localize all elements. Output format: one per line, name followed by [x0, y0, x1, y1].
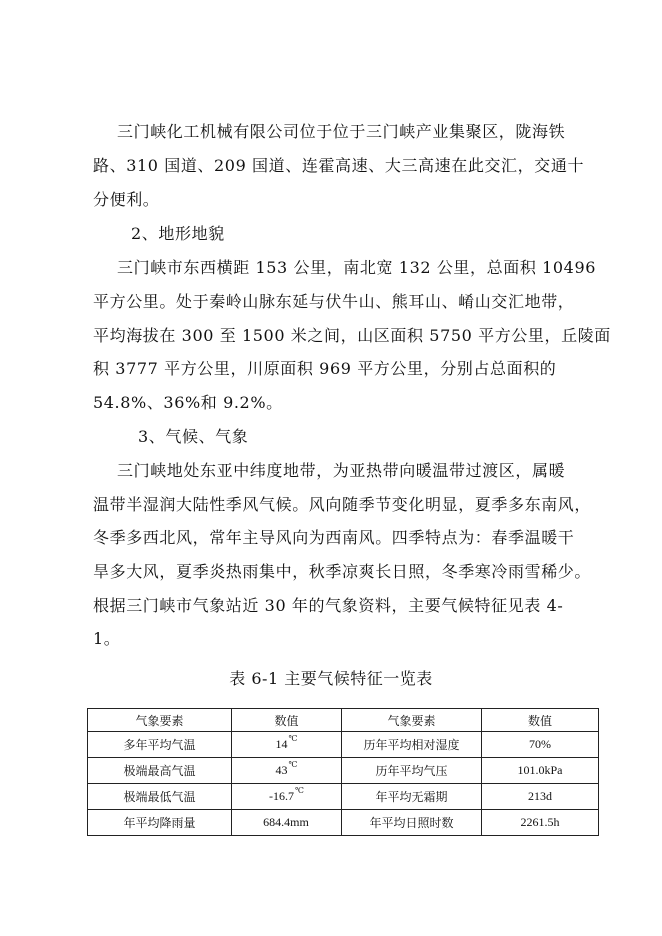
paragraph-climate-line-4: 旱多大风，夏季炎热雨集中，秋季凉爽长日照，冬季寒冷雨雪稀少。: [93, 562, 592, 581]
element-name: 年平均日照时数: [342, 810, 482, 836]
climate-table: [87, 708, 599, 836]
unit-superscript: ℃: [288, 760, 298, 769]
element-value: 101.0kPa: [482, 758, 599, 784]
header-value-2: 数值: [482, 709, 599, 732]
element-value: 2261.5h: [482, 810, 599, 836]
value-number: 43: [275, 763, 288, 777]
paragraph-transport-line-2: 路、310 国道、209 国道、连霍高速、大三高速在此交汇，交通十: [93, 156, 585, 175]
header-value-1: 数值: [232, 709, 342, 732]
paragraph-transport-line-3: 分便利。: [93, 190, 160, 209]
paragraph-terrain-line-2: 平方公里。处于秦岭山脉东延与伏牛山、熊耳山、崤山交汇地带，: [93, 292, 575, 311]
element-value: [232, 732, 342, 758]
paragraph-climate-line-3: 冬季多西北风，常年主导风向为西南风。四季特点为：春季温暖干: [93, 528, 575, 547]
paragraph-terrain-line-4: 积 3777 平方公里，川原面积 969 平方公里，分别占总面积的: [93, 359, 557, 378]
paragraph-climate-line-6: 1。: [93, 629, 121, 648]
section-heading-climate: 3、气候、气象: [138, 427, 249, 446]
header-element-2: 气象要素: [342, 709, 482, 732]
table-caption: 表 6-1 主要气候特征一览表: [229, 669, 433, 688]
element-name: 历年平均相对湿度: [342, 732, 482, 758]
element-value: [232, 810, 342, 836]
element-name: 极端最低气温: [88, 784, 232, 810]
element-value: [232, 758, 342, 784]
value-number: -16.7: [269, 789, 295, 803]
element-value: 213d: [482, 784, 599, 810]
table-row: [88, 758, 599, 784]
header-element-1: 气象要素: [88, 709, 232, 732]
value-number: 14: [275, 737, 288, 751]
value-number: 684.4mm: [263, 815, 309, 829]
element-value: [232, 784, 342, 810]
table-header-row: [88, 709, 599, 732]
table-row: [88, 810, 599, 836]
paragraph-transport-line-1: 三门峡化工机械有限公司位于位于三门峡产业集聚区，陇海铁: [117, 122, 566, 141]
section-heading-terrain: 2、地形地貌: [131, 224, 225, 243]
paragraph-terrain-line-1: 三门峡市东西横距 153 公里，南北宽 132 公里，总面积 10496: [117, 258, 597, 277]
element-name: 年平均无霜期: [342, 784, 482, 810]
paragraph-climate-line-5: 根据三门峡市气象站近 30 年的气象资料，主要气候特征见表 4-: [93, 596, 564, 615]
element-name: 多年平均气温: [88, 732, 232, 758]
paragraph-terrain-line-5: 54.8%、36%和 9.2%。: [93, 393, 283, 412]
paragraph-climate-line-1: 三门峡地处东亚中纬度地带，为亚热带向暖温带过渡区，属暖: [117, 461, 566, 480]
unit-superscript: ℃: [295, 786, 304, 795]
element-name: 极端最高气温: [88, 758, 232, 784]
unit-superscript: ℃: [288, 734, 298, 743]
element-name: 年平均降雨量: [88, 810, 232, 836]
element-value: 70%: [482, 732, 599, 758]
paragraph-climate-line-2: 温带半湿润大陆性季风气候。风向随季节变化明显，夏季多东南风，: [93, 495, 592, 514]
paragraph-terrain-line-3: 平均海拔在 300 至 1500 米之间，山区面积 5750 平方公里，丘陵面: [93, 326, 611, 345]
table-row: [88, 732, 599, 758]
table-row: [88, 784, 599, 810]
element-name: 历年平均气压: [342, 758, 482, 784]
